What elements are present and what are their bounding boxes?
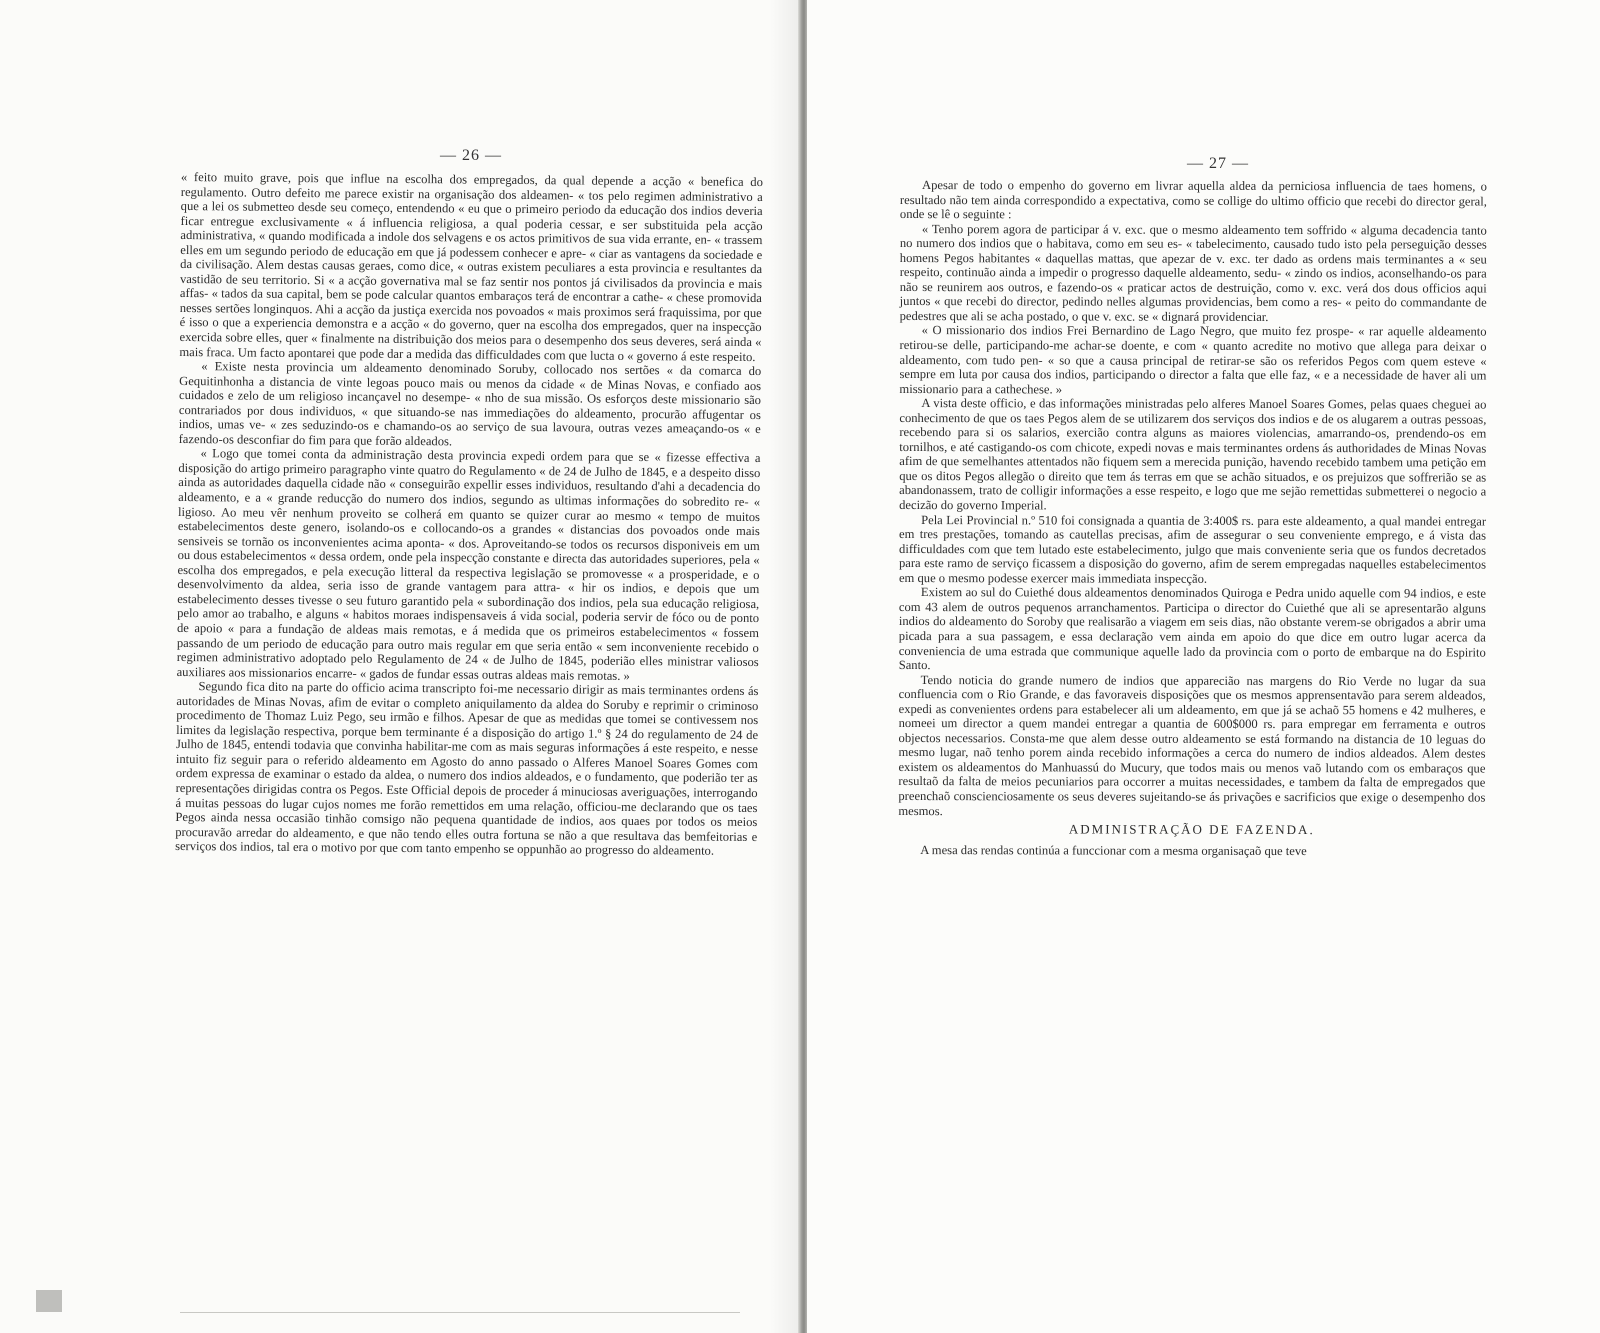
paragraph: Pela Lei Provincial n.º 510 foi consignada a quantia de 3:400$ rs. para este aldeamento, a qual mandei entregar em tres prestações, tomando as cautellas precisas, afim de assegurar o seu conveniente emprego, e á vista das difficuldades com que tem lutado este estabelecimento, julgo que mais conveniente seria que os fundos decretados para este ramo de serviço ficassem a disposição do governo, afim de serem empregadas naquelles estabelecimentos em que o mesmo podesse exercer mais immediata inspecção.	[898, 512, 1487, 586]
paragraph: A mesa das rendas continúa a funccionar com a mesma organisaçaõ que teve	[920, 842, 1307, 858]
paragraph: « Tenho porem agora de participar á v. exc. que o mesmo aldeamento tem soffrido « alguma decadencia tanto no numero dos indios que o habitava, como em seu es- « tabelecimento, causado tudo isto pela perseguição desses homens Pegos habitantes « daquellas mattas, que apezar de v. exc. ter dado as ordens mais terminantes a « seu respeito, continuão ainda a impedir o progresso daquelle aldeamento, sedu- « zindo os indios, aconselhando-os para não se reunirem aos outros, e fazendo-os « praticar actos de destruição, como v. exc. verá dos dous officios aqui juntos « que recebi do director, pedindo nelles algumas providencias, bem como a res- « peito do commandante de pedestres que ali se acha postado, o que v. exc. se « dignará providenciar.	[899, 221, 1487, 324]
paragraph: Segundo fica dito na parte do officio acima transcripto foi-me necessario dirigir as mais terminantes ordens ás autoridades de Minas Novas, afim de evitar o completo aniquilamento da aldea do Soruby e reprimir o criminoso procedimento de Thomaz Luiz Pego, seu irmão e filhos. Apesar de que as medidas que tomei se contivessem nos limites da legislação respectiva, porque bem terminante é a disposição do artigo 1.º § 24 do regulamento de 24 de Julho de 1845, entendi todavia que convinha habilitar-me com as mais seguras informações á este respeito, e nesse intuito fiz seguir para o referido aldeamento em Agosto do anno passado o Alferes Manoel Soares Gomes com ordem expressa de examinar o estado da aldea, o numero dos indios aldeados, e o fundamento, que poderião ter as representações dirigidas contra os Pegos. Este Official depois de proceder á minuciosas averiguações, interrogando á muitas pessoas do lugar cujos nomes me forão remettidos em uma relação, officiou-me declarando que os taes Pegos ainda nessa occasião tinhão comsigo não pequena quantidade de indios, aos quaes por todos os meios procuravão arredar do aldeamento, e que não tendo elles outra fortuna se não a que resultava das bemfeitorias e serviços dos indios, tal era o motivo por que com tanto empenho se oppunhão ao progresso do aldeamento.	[175, 679, 759, 858]
page-number-left: — 26 —	[440, 147, 502, 164]
left-page-body	[175, 170, 763, 859]
paragraph: Existem ao sul do Cuiethé dous aldeamentos denominados Quiroga e Pedra unido aquelle com 94 indios, e este com 43 alem de outros pequenos arranchamentos. Participa o director do Cuiethé que ali se apresentarão alguns indios do aldeamento do Soroby que realisarão a viagem em seis dias, não obstante verem-se obrigados a abrir uma picada para a sua passagem, e essa declaração vem ainda em apoio do que dice em outro lugar acerca da conveniencia de uma estrada que communique aquelle lado da provincia com o porto de embarque na do Espirito Santo.	[898, 585, 1486, 673]
paragraph: Apesar de todo o empenho do governo em livrar aquella aldea da perniciosa influencia de taes homens, o resultado não tem ainda correspondido a expectativa, como se collige do ultimo officio que recebi do director geral, onde se lê o seguinte :	[899, 178, 1487, 222]
page-shadow	[770, 0, 800, 1333]
section-heading: ADMINISTRAÇÃO DE FAZENDA.	[1068, 821, 1315, 838]
paragraph: A vista deste officio, e das informações ministradas pelo alferes Manoel Soares Gomes, pelas quaes cheguei ao conhecimento de que os taes Pegos alem de se utilizarem dos serviços dos indios e de os alugarem a outras pessoas, recebendo para si os salarios, exercião contra alguns as maiores violencias, amarrando-os, prendendo-os em tornilhos, e até castigando-os com chicote, expedi novas e mais terminantes ordens ás authoridades de Minas Novas afim de que semelhantes attentados não fiquem sem a merecida punição, havendo recebido tambem uma petição em que os ditos Pegos allegão o direito que tem ás terras em que se achão situados, e os prejuizos que soffrerião se as abandonassem, trato de colligir informações a esse respeito, e logo que me sejão remettidas submetterei o negocio a decizão do governo Imperial.	[899, 396, 1487, 513]
paragraph: « Existe nesta provincia um aldeamento denominado Soruby, collocado nos sertões « da comarca do Gequitinhonha a distancia de vinte legoas pouco mais ou menos da cidade « de Minas Novas, e confiado aos cuidados e zelo de um religioso incançavel no desempe- « nho de sua missão. Os esforços deste missionario são contrariados por dous individuos, « que situando-se nas immediações do aldeamento, procurão affugentar os indios, umas ve- « zes seduzindo-os e chamando-os ao serviço de sua lavoura, outras vezes ameaçando-os « e fazendo-os desconfiar do fim para que forão aldeados.	[178, 359, 762, 449]
scan-artifact	[36, 1290, 62, 1312]
page-number-right: — 27 —	[1187, 155, 1249, 172]
paragraph: « O missionario dos indios Frei Bernardino de Lago Negro, que muito fez prospe- « rar aquelle aldeamento retirou-se delle, participando-me achar-se doente, e com « quanto acredite no motivo que allega para deixar o aldeamento, com tudo pen- « so que a causa principal de retirar-se são os referidos Pegos com quem esteve « sempre em luta por causa dos indios, participando o director a falta que elle faz, « e a necessidade de haver ali um missionario para a cathechese. »	[899, 323, 1487, 397]
right-page	[807, 0, 1600, 1333]
page-edge-line	[180, 1312, 740, 1313]
paragraph: « Logo que tomei conta da administração desta provincia expedi ordem para que se « fizesse effectiva a disposição do artigo primeiro paragrapho vinte quatro do Regulamento « de 24 de Julho de 1845, e a despeito disso ainda as autoridades daquella cidade não « conseguirão expellir esses individuos, resultando d'ahi a decadencia do aldeamento, e a « grande reducção do numero dos indios, segundo as ultimas informações do sobredito re- « ligioso. Ao meu vêr nenhum proveito se colherá em quanto se quizer curar ao mesmo « tempo de muitos estabelecimentos deste genero, isolando-os e collocando-os a grandes « distancias dos povoados onde mais sensiveis se tornão os inconvenientes acima aponta- « dos. Aproveitando-se todos os recursos disponiveis em um ou dous estabelecimentos « dessa ordem, onde pela inspecção constante e directa das autoridades superiores, pela « escolha dos empregados, e pela execução litteral da respectiva legislação se promovesse « a prosperidade, e o desenvolvimento da aldea, seria isso de grande vantagem para attra- « hir os indios, e depois que um estabelecimento desses tivesse o seu futuro garantido pela « subordinação dos indios, pela sua educação religiosa, pelo amor ao trabalho, e alguns « habitos moraes indispensaveis á vida social, poderia servir de fóco ou de ponto de apoio « para a fundação de aldeas mais remotas, e á medida que os primeiros estabelecimentos « fossem passando de um periodo de educação para outro mais regular em que seria então « sem inconveniente recebido o regimen administrativo adoptado pelo Regulamento de 24 « de Julho de 1845, poderião elles ministrar valiosos auxiliares aos missionarios encarre- « gados de fundar essas outras aldeas mais remotas. »	[176, 446, 761, 683]
paragraph: Tendo noticia do grande numero de indios que apparecião nas margens do Rio Verde no lugar da sua confluencia com o Rio Grande, e das favoraveis disposições que os mesmos apprensentavão para serem aldeados, expedi as convenientes ordens para estabelecer ali um aldeamento, em que já se achaõ 55 homens e 42 mulheres, e nomeei um director a quem mandei entregar a quantia de 600$000 rs. para empregar em ferramenta e outros objectos necessarios. Consta-me que alem desse outro aldeamento se está formando na distancia de 10 leguas do mesmo lugar, naõ tenho porem ainda recebido informações a cerca do numero de indios aldeados. Alem destes existem os aldeamentos do Manhuassú do Mucury, que todos mais ou menos vaõ lutando com os embaraços que resultaõ da falta de meios pecuniarios para occorrer a muitas necessidades, e tambem da falta de empregados que preenchaõ conscienciosamente os seus deveres sujeitando-se ás privações e sacrificios que exige o desempenho dos mesmos.	[898, 672, 1486, 818]
right-page-body	[898, 178, 1487, 859]
paragraph: « feito muito grave, pois que influe na escolha dos empregados, da qual depende a acção « benefica do regulamento. Outro defeito me parece existir na organisação dos aldeamen- « tos pelo regimen administrativo a que a lei os submetteo desde seu começo, entendendo « eu que o primeiro periodo da educação dos indios deveria ficar entregue exclusivamente « á influencia religiosa, a qual poderia cessar, e ser substituida pela acção administrativa, « quando modificada a indole dos selvagens e os actos primitivos de sua vida errante, en- « trassem elles em um segundo periodo de educação em que já podessem conhecer e apre- « ciar as vantagens da sociedade e da civilisação. Alem destas causas geraes, como dice, « outras existem peculiares a esta provincia e resultantes da vastidão de seu territorio. Si « a acção governativa mal se faz sentir nos pontos já civilisados da provincia e mais affas- « tados da sua capital, bem se pode calcular quantos embaraços terá de encontrar a cathe- « chese promovida nesses sertões longinquos. Ahi a acção da justiça exercida nos povoados « mais proximos será fraquissima, por que é isso o que a experiencia demonstra e a acção « do governo, quer na escolha dos empregados, quer na inspecção exercida sobre elles, quer « finalmente na distribuição dos meios para o desempenho dos seus deveres, será ainda « mais fraca. Um facto apontarei que pode dar a medida das difficuldades com que lucta o « governo á este respeito.	[179, 170, 763, 364]
